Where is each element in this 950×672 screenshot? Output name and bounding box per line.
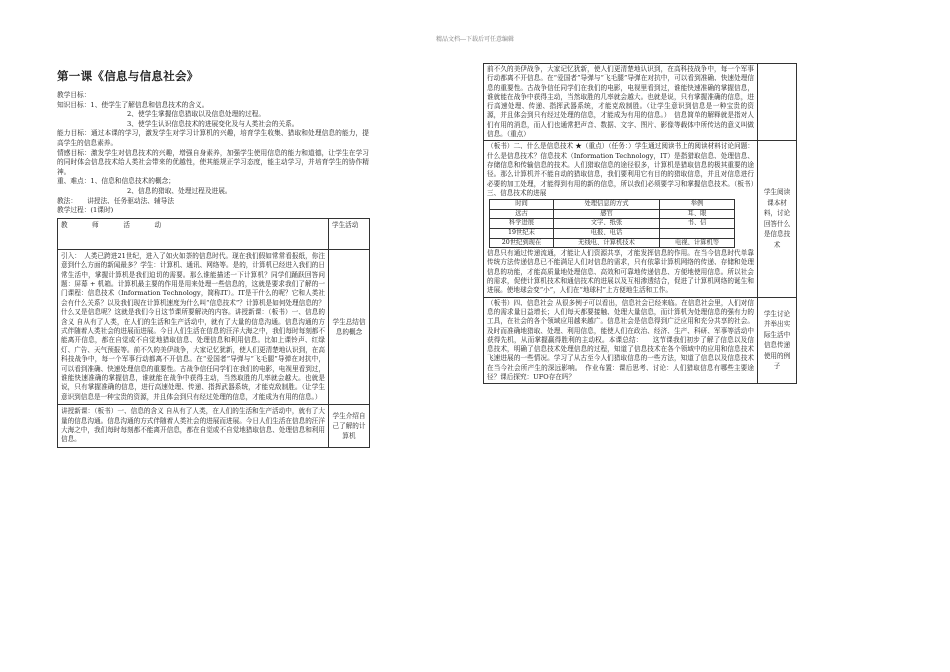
it-table-row — [490, 209, 735, 219]
student-activity-text — [758, 64, 797, 141]
teacher-activity-text: （板书）四、信息社会 从很多例子可以看出，信息社会已经来临。在信息社会里，人们对信息的需求量日益增长；人们每天都要接触、处理大量信息，而计算机为处理信息的强有力的工具，在社会的各个领域应用越来越广。信息社会是信息得到广泛应用和充分共享的社会。及时而准确地猎取、处理、利用信息，能使人们在政治、经济、生产、科研、军事等活动中获得先机，从而掌握赢得胜利的主动权。本课总结： 这节课我们初步了解了信息以及信息技术，明确了信息技术处理信息的过程，知道了信息技术在各个领域中的应用和信息技术飞速进展的一些情况。学习了从古至今人们猎取信息的一些方法，知道了信息以及信息技术在当今社会所产生的深远影响。 作业布置：课后思考、讨论：人们猎取信息有哪些主要途径？课后探究：UFO存在吗？ — [487, 298, 754, 381]
it-cell: 远古 — [490, 209, 554, 219]
header-note: 精品文档---下载后可任意编辑 — [435, 36, 515, 43]
emotion-goal: 情感目标：激发学生对信息技术的兴趣，增强自身素养，加强学生使用信息的能力和道德，让学生在学习的同时体会信息技术给人类社会带来的优越性，使其能规正学习态度，能主动学习，并培育学生的协作精神。 — [57, 148, 369, 176]
it-cell: 科学进展 — [490, 219, 554, 229]
table-row — [58, 249, 370, 405]
teacher-activity-text: （板书）二、什么是信息技术 ★（重点）（任务：）学生通过阅读书上的阅读材料讨论问题：什么是信息技术？信息技术（Information Technology，IT）是指猎取信息、处理信息、存储信息和传输信息的技术。人们猎取信息的途径很多，计算机是猎取信息的极其重要的途径。那么计算机并不能自动的猎取信息，我们要利用它有目的的猎取信息，并且对信息进行必要的加工处理，才能得到有用的新的信息，所以我们必须要学习和掌握信息技术。（板书）三、信息技术的进展 — [487, 142, 754, 197]
table-row — [484, 141, 797, 297]
left-page — [57, 68, 369, 448]
it-development-table — [489, 199, 735, 248]
table-row — [484, 297, 797, 384]
teacher-activity-text: 前不久的美伊战争，大家记忆犹新，使人们更清楚地认识到，在高科技战争中，每一个军事行动都离不开信息。在“爱国者”导弹与“飞毛腿”导弹在对抗中，可以看到准确、快速处理信息的重要性。古战争信任同学们在我们的电影，电视里看到过，谁能快速准确的掌握信息，谁就能在战争中获得主动，当然取胜的几率就会越大。也就是说，只有掌握准确的信息，进行高速处理、传递、指挥武器系统，才能克敌制胜。（让学生意识到信息是一种宝贵的资源，并且体会到只有经过处理的信息，才能成为有用的信息。） 信息简单的解释就是指对人们有用的消息，而人们也通常把声音、数据、文字、图片、影像等载体中所传达的意义叫做信息。（重点） — [487, 65, 754, 139]
it-table-row — [490, 238, 735, 248]
right-page — [483, 63, 796, 384]
knowledge-goal-1: 知识目标：1、使学生了解信息和信息技术的含义。 — [57, 100, 209, 109]
it-cell: 19世纪末 — [490, 228, 554, 238]
it-table-row — [490, 228, 735, 238]
student-activity-text: 学生总结信息的概念 — [329, 249, 370, 405]
it-cell: 文字、纸张 — [554, 219, 660, 229]
it-cell: 书、信 — [660, 219, 735, 229]
it-cell: 20世纪到现在 — [490, 238, 554, 248]
student-activity-text: 学生阅读课本材料，讨论回答什么是信息技术 — [758, 141, 797, 297]
lesson-table-right — [483, 63, 797, 384]
teacher-activity-text: 讲授新课：（板书）一、信息的含义 自从有了人类，在人们的生活和生产活动中，就有了大量的信息沟通。信息沟通的方式伴随着人类社会的进展而进展。今日人们生活在信息的汪洋大海之中，我们每时每刻都不能离开信息，都在自觉或不自觉地猎取信息、处理信息和利用信息。 — [61, 407, 325, 444]
ability-goal: 能力目标：通过本课的学习，激发学生对学习计算机的兴趣，培育学生收集、猎取和处理信息的能力，提高学生的信息素养。 — [57, 129, 369, 147]
it-header-time: 时间 — [490, 200, 554, 210]
lesson-title: 第一课《信息与信息社会》 — [57, 69, 199, 83]
teaching-methods: 教法： 讲授法、任务驱动法、辅导法 — [57, 196, 175, 205]
it-cell: 电报、电话 — [554, 228, 660, 238]
student-activity-text: 学生讨论并举出实际生活中信息传递使用的例子 — [758, 297, 797, 384]
table-row — [58, 405, 370, 448]
objectives-heading: 教学目标： — [57, 91, 91, 99]
it-cell: 感官 — [554, 209, 660, 219]
table-row — [484, 64, 797, 141]
key-points-2: 2、信息的猎取、处理过程及进展。 — [127, 186, 232, 195]
student-activity-header: 学生活动 — [329, 218, 370, 249]
key-points-1: 重、难点：1、信息和信息技术的概念； — [57, 177, 175, 186]
it-header-method: 处理信息的方式 — [554, 200, 660, 210]
it-cell: 耳、眼 — [660, 209, 735, 219]
it-cell: 电视、计算机等 — [660, 238, 735, 248]
knowledge-goal-3: 3、使学生认识信息技术的进展变化及与人类社会的关系。 — [127, 119, 299, 128]
it-table-header — [490, 200, 735, 210]
it-cell: 无线电、计算机技术 — [554, 238, 660, 248]
knowledge-goal-2: 2、使学生掌握信息猎取以及信息处理的过程。 — [127, 110, 266, 119]
teacher-activity-header: 教 师 活 动 — [58, 218, 329, 249]
teaching-process: 教学过程：(1课时) — [57, 206, 114, 215]
table-header-row — [58, 218, 370, 249]
it-cell — [660, 228, 735, 238]
student-activity-text: 学生介绍自己了解的计算机 — [329, 405, 370, 448]
lesson-table-left — [57, 218, 370, 448]
teacher-activity-text: 引入： 人类已跨进21世纪，进入了如火如荼的信息时代。现在我们假如常常看报纸，你注意到什么方面的新闻最多？学生：计算机、通讯、网络等。是的，计算机已经进入我们的日常生活中，掌握计算机是我们迫切的需要。那么谁能描述一下计算机？同学们踊跃回答问题：屏幕 + 机箱。计算机最主要的作用是用来处理一些信息的，这就是要求我们了解的一门课程：信息技术（Information Technology，简称IT）。IT是干什么的呢？它和人类社会有什么关系？以及我们现在计算机速度为什么叫“信息技术”？计算机是如何处理信息的？什么又是信息呢？这就是我们今日这节课所要解决的内容。讲授新课：（板书）一、信息的含义 自从有了人类，在人们的生活和生产活动中，就有了大量的信息沟通。信息沟通的方式伴随着人类社会的进展而进展。今日人们生活在信息的汪洋大海之中，我们每时每刻都不能离开信息，都在自觉或不自觉地猎取信息、处理信息和利用信息。比如上课铃声、红绿灯、广告、天气预报等。前不久的美伊战争，大家记忆犹新，使人们更清楚地认识到，在高科技战争中，每一个军事行动都离不开信息。在“爱国者”导弹与“飞毛腿”导弹在对抗中，可以看到准确、快速处理信息的重要性。古战争信任同学们在我们的电影，电视里看到过，谁能快速准确的掌握信息，谁就能在战争中获得主动，当然取胜的几率就会越大。也就是说，只有掌握准确的信息，进行高速处理、传递、指挥武器系统，才能克敌制胜。（让学生意识到信息是一种宝贵的资源，并且体会到只有经过处理的信息，才能成为有用的信息。） — [61, 251, 325, 401]
it-table-row — [490, 219, 735, 229]
it-header-example: 举例 — [660, 200, 735, 210]
teacher-activity-text: 信息只有通过传递流通，才能让人们资源共享，才能发挥信息的作用。在当今信息时代单靠传统方法传递信息已不能满足人们对信息的需求，只有依靠计算机网络的传递、存储和处理信息的功能，才能高质量地处理信息、高效和可靠地传递信息、方便地使用信息。所以社会的需求，促使计算机技术和通信技术的进展以及互相渗透结合，促进了计算机网络的诞生和进展。使地球会变“小”，人们在“地球村”上方便地生活和工作。 — [487, 249, 754, 295]
